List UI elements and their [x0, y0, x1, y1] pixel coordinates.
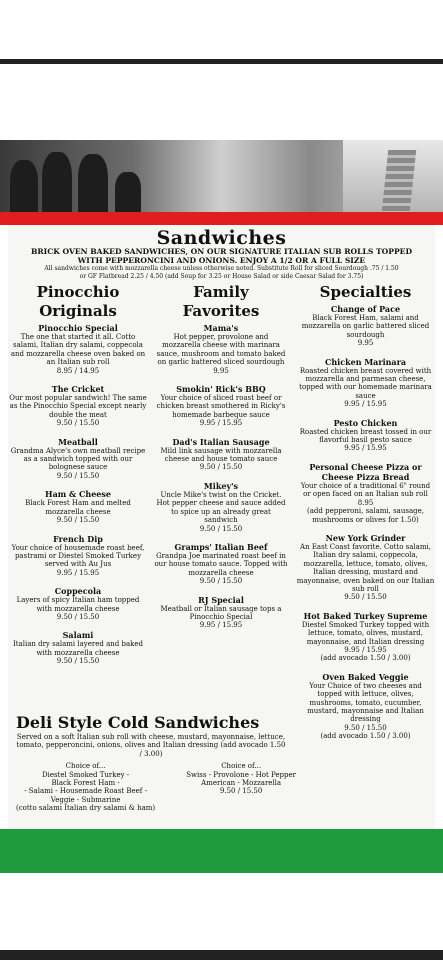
sandwich-note — [12, 265, 431, 280]
subtitle-line-1: BRICK OVEN BAKED SANDWICHES, ON OUR SIGNATURE ITALIAN SUB ROLLS TOPPED — [30, 247, 413, 256]
deli-meat-choices: Choice of... Diestel Smoked Turkey - Black Forest Ham - - Salami - Housemade Roast Beef - Veggie - Submarine (cotto salami Italian dry salami & ham) — [16, 762, 156, 813]
menu-item: Pinocchio Special The one that started it all. Cotto salami, Italian dry salami, coppecola and mozzarella cheese oven baked on an Italian sub roll 8.95 / 14.95 — [8, 323, 148, 375]
deli-section — [16, 713, 296, 813]
menu-item: Mama's Hot pepper, provolone and mozzarella cheese with marinara sauce, mushroom and tomato baked on garlic battered sliced sourdough 9.95 — [154, 323, 288, 375]
item-price: 9.50 / 15.50 — [56, 657, 100, 666]
menu-item: Dad's Italian Sausage Mild link sausage with mozzarella cheese and house tomato sauce 9.50 / 15.50 — [154, 437, 288, 472]
item-price: 9.95 / 15.95 — [199, 419, 243, 428]
column-heading: Family Favorites — [182, 283, 260, 320]
menu-item: Coppecola Layers of spicy Italian ham topped with mozzarella cheese 9.50 / 15.50 — [8, 586, 148, 621]
item-price: 9.95 — [213, 366, 229, 375]
item-price: 9.50 / 15.50 — [56, 516, 100, 525]
menu-item: Hot Baked Turkey Supreme Diestel Smoked Turkey topped with lettuce, tomato, olives, mustard, mayonnaise, and Italian dressing 9.95 / 15.95 (add avocado 1.50 / 3.00) — [296, 611, 435, 663]
menu-item: The Cricket Our most popular sandwich! The same as the Pinocchio Special except nearly double the meat 9.50 / 15.50 — [9, 384, 147, 428]
item-price: 9.50 / 15.50 — [344, 723, 387, 732]
top-bar — [0, 0, 443, 64]
subtitle — [18, 247, 425, 265]
menu-page — [8, 225, 435, 829]
item-price: 9.50 / 15.50 — [56, 419, 100, 428]
item-addon: (add pepperoni, salami, sausage, mushrooms or olives for 1.50) — [307, 507, 424, 524]
item-price: 8.95 — [357, 498, 374, 507]
note-line-1: All sandwiches come with mozzarella cheese unless otherwise noted. Substitute Roll for sliced Sourdough .75 / 1.50 — [44, 265, 399, 272]
item-price: 9.50 / 15.50 — [199, 524, 243, 533]
item-price: 9.50 / 15.50 — [199, 577, 243, 586]
deli-title: Deli Style Cold Sandwiches — [16, 713, 260, 732]
note-line-2: or GF Flatbread 2.25 / 4.50 (add Soup for 3.25 or House Salad or side Caesar Salad for 3.75) — [79, 272, 364, 280]
menu-item: New York Grinder An East Coast favorite. Cotto salami, Italian dry salami, coppecola, mozzarella, lettuce, tomato, olives, Italian dressing, mustard and mayonnaise, oven baked on our Italian sub roll 9.50 / 15.50 — [296, 532, 435, 602]
item-addon: (add avocado 1.50 / 3.00) — [320, 732, 411, 741]
menu-item: Meatball Grandma Alyce's own meatball recipe as a sandwich topped with our bolognese sauce 9.50 / 15.50 — [8, 437, 148, 481]
item-price: 9.50 / 15.50 — [199, 463, 243, 472]
item-price: 9.95 / 15.95 — [344, 400, 387, 409]
menu-item: Gramps' Italian Beef Grandpa Joe marinated roast beef in our house tomato sauce. Topped with mozzarella cheese 9.50 / 15.50 — [154, 541, 288, 586]
column-heading: Specialties — [319, 283, 412, 301]
column-pinocchio-originals — [8, 283, 148, 675]
deli-choices — [16, 762, 296, 812]
deli-description: Served on a soft Italian sub roll with cheese, mustard, mayonnaise, lettuce, tomato, pepperoncini, onions, olives and Italian dressing (add avocado 1.50 / 3.00) — [16, 733, 286, 758]
column-heading: Pinocchio Originals — [36, 283, 120, 320]
column-family-favorites — [154, 283, 288, 639]
menu-item: Oven Baked Veggie Your Choice of two cheeses and topped with lettuce, olives, mushrooms, tomato, cucumber, mustard, mayonnaise and Italian dressing 9.50 / 15.50 (add avocado 1.50 / 3.00) — [296, 672, 435, 741]
menu-item: Smokin' Rick's BBQ Your choice of sliced roast beef or chicken breast smothered in Ricky's homemade barbeque sauce 9.95 / 15.95 — [154, 384, 288, 428]
menu-item: Mikey's Uncle Mike's twist on the Cricket. Hot pepper cheese and sauce added to spice up an already great sandwich 9.50 / 15.50 — [154, 481, 288, 533]
menu-item: Personal Cheese Pizza or Cheese Pizza Bread Your choice of a traditional 6" round or open faced on an Italian sub roll 8.95 (add pepperoni, salami, sausage, mushrooms or olives for 1.50) — [296, 462, 435, 524]
item-price: 9.95 / 15.95 — [344, 444, 387, 453]
item-price: 9.95 / 15.95 — [199, 621, 243, 630]
item-price: 8.95 / 14.95 — [56, 366, 100, 375]
menu-item: Ham & Cheese Black Forest Ham and melted mozzarella cheese 9.50 / 15.50 — [8, 489, 148, 524]
item-price: 9.50 / 15.50 — [56, 471, 100, 480]
bottom-bar — [0, 950, 443, 960]
item-price: 9.50 / 15.50 — [56, 612, 100, 621]
page-title: Sandwiches — [156, 227, 287, 249]
menu-item: Change of Pace Black Forest Ham, salami and mozzarella on garlic battered sliced sourdough 9.95 — [296, 304, 435, 348]
red-band — [0, 212, 443, 225]
subtitle-line-2: WITH PEPPERONCINI AND ONIONS. ENJOY A 1/2 OR A FULL SIZE — [77, 256, 366, 265]
item-price: 9.95 / 15.95 — [344, 645, 387, 654]
item-addon: (add avocado 1.50 / 3.00) — [320, 654, 411, 663]
menu-item: RJ Special Meatball or Italian sausage tops a Pinocchio Special 9.95 / 15.95 — [154, 595, 288, 630]
item-price: 9.95 — [357, 339, 374, 348]
header-photo-banner — [0, 140, 443, 212]
deli-cheese-choices: Choice of... Swiss - Provolone - Hot Pepper American - Mozzarella 9.50 / 15.50 — [186, 762, 296, 796]
menu-item: French Dip Your choice of housemade roast beef, pastrami or Diestel Smoked Turkey served with Au Jus 9.95 / 15.95 — [8, 534, 148, 578]
menu-item: Pesto Chicken Roasted chicken breast tossed in our flavorful basil pesto sauce 9.95 / 15.95 — [296, 418, 435, 453]
column-specialties — [296, 283, 435, 750]
item-price: 9.50 / 15.50 — [344, 593, 387, 602]
menu-item: Salami Italian dry salami layered and baked with mozzarella cheese 9.50 / 15.50 — [8, 630, 148, 665]
deli-price: 9.50 / 15.50 — [219, 787, 263, 796]
menu-item: Chicken Marinara Roasted chicken breast covered with mozzarella and parmesan cheese, topped with our homemade marinara sauce 9.95 / 15.95 — [296, 357, 435, 409]
item-price: 9.95 / 15.95 — [56, 568, 100, 577]
green-band — [0, 829, 443, 873]
